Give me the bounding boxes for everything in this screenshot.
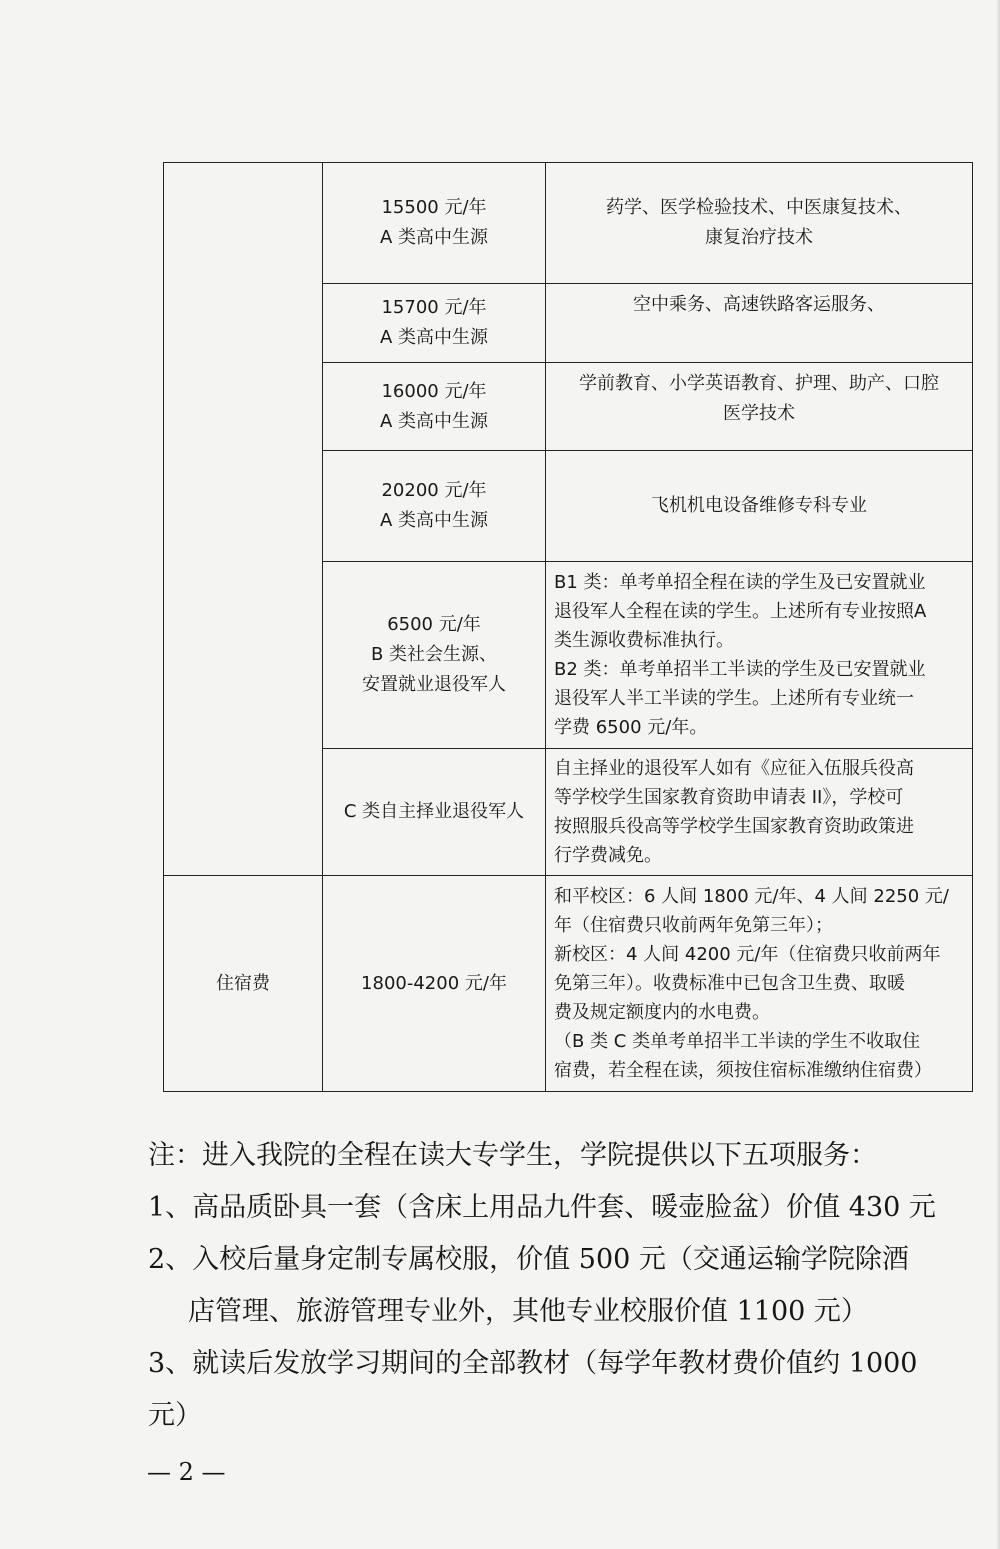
majors-cell: 学前教育、小学英语教育、护理、助产、口腔 医学技术 (546, 363, 973, 451)
notes-intro: 注：进入我院的全程在读大专学生，学院提供以下五项服务： (148, 1140, 877, 1171)
fee-cell: 15500 元/年 A 类高中生源 (323, 163, 546, 284)
notes-item: 2、入校后量身定制专属校服，价值 500 元（交通运输学院除酒 (148, 1244, 909, 1275)
notes-item: 1、高品质卧具一套（含床上用品九件套、暖壶脸盆）价值 430 元 (148, 1192, 936, 1223)
majors-cell: B1 类：单考单招全程在读的学生及已安置就业 退役军人全程在读的学生。上述所有专业按照A 类生源收费标准执行。 B2 类：单考单招半工半读的学生及已安置就业 退役军人半工半读的学生。上述所有专业统一 学费 6500 元/年。 (546, 562, 973, 749)
category-cell-tuition (164, 163, 323, 876)
table-row (164, 163, 973, 284)
fee-cell: 16000 元/年 A 类高中生源 (323, 363, 546, 451)
fee-cell: 15700 元/年 A 类高中生源 (323, 284, 546, 363)
notes-item: 3、就读后发放学习期间的全部教材（每学年教材费价值约 1000 (148, 1348, 918, 1379)
page-number: — 2 — (147, 1458, 226, 1486)
majors-cell: 空中乘务、高速铁路客运服务、 (546, 284, 973, 363)
fee-table (163, 162, 973, 1092)
notes-section (148, 1130, 968, 1442)
housing-details-cell: 和平校区：6 人间 1800 元/年、4 人间 2250 元/ 年（住宿费只收前两年免第三年）； 新校区：4 人间 4200 元/年（住宿费只收前两年 免第三年）。收费标准中已包含卫生费、取暖 费及规定额度内的水电费。 （B 类 C 类单考单招半工半读的学生不收取住 宿费，若全程在读，须按住宿标准缴纳住宿费） (546, 876, 973, 1092)
fee-cell: 6500 元/年 B 类社会生源、 安置就业退役军人 (323, 562, 546, 749)
scan-edge-shadow (996, 0, 1000, 1549)
majors-cell: 自主择业的退役军人如有《应征入伍服兵役高 等学校学生国家教育资助申请表 II》，学校可 按照服兵役高等学校学生国家教育资助政策进 行学费减免。 (546, 749, 973, 876)
majors-cell: 药学、医学检验技术、中医康复技术、 康复治疗技术 (546, 163, 973, 284)
table-row-housing (164, 876, 973, 1092)
majors-cell: 飞机机电设备维修专科专业 (546, 451, 973, 562)
category-cell-housing: 住宿费 (164, 876, 323, 1092)
notes-item-continued: 店管理、旅游管理专业外，其他专业校服价值 1100 元） (188, 1296, 868, 1327)
fee-cell: 20200 元/年 A 类高中生源 (323, 451, 546, 562)
notes-item-continued: 元） (148, 1400, 202, 1431)
fee-cell: C 类自主择业退役军人 (323, 749, 546, 876)
fee-cell: 1800-4200 元/年 (323, 876, 546, 1092)
